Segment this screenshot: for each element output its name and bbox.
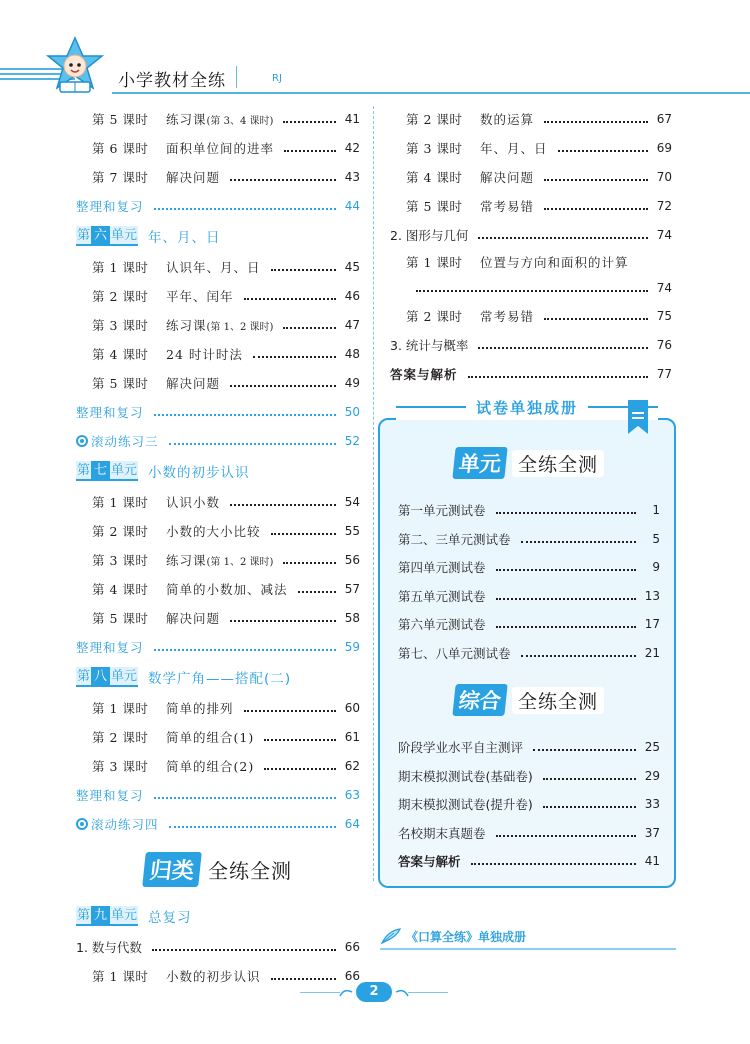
lesson-number: 第 5 课时: [406, 198, 463, 214]
dot-leader: [416, 290, 648, 292]
toc-entry: [76, 133, 360, 162]
entry-title: [390, 226, 468, 244]
unit-badge-number: 八: [91, 667, 110, 685]
entry-title: [76, 938, 142, 956]
target-icon: [76, 818, 88, 830]
exam-entry-title: 名校期末真题卷: [398, 825, 486, 841]
page-number: 2: [356, 982, 392, 1002]
dot-leader: [496, 512, 636, 514]
dot-leader: [543, 778, 636, 780]
exam-entry-title: 阶段学业水平自主测评: [398, 740, 524, 756]
entry-title-text: 练习课: [166, 552, 207, 568]
page-ref: 75: [656, 308, 672, 323]
page-ref: 61: [344, 729, 360, 744]
unit-badge-pre: 第: [77, 669, 91, 684]
lesson-number: 第 1 课时: [92, 494, 149, 510]
dot-leader: [230, 179, 336, 181]
exam-entry-title: 第二、三单元测试卷: [398, 531, 511, 547]
toc-entry: [76, 932, 360, 961]
exam-entry-title: 第一单元测试卷: [398, 503, 486, 519]
unit-badge-pre: 第: [77, 228, 91, 243]
dot-leader: [478, 237, 648, 239]
entry-title-text: 解决问题: [166, 610, 221, 626]
entry-title: [166, 699, 234, 717]
entry-title-text: 认识小数: [166, 494, 221, 510]
toc-entry: [76, 426, 360, 455]
toc-entry: [76, 574, 360, 603]
dot-leader: [521, 655, 636, 657]
lesson-number: 第 3 课时: [92, 317, 149, 333]
entry-title: [76, 197, 144, 215]
page-ref: 41: [344, 111, 360, 126]
lesson-number: 第 4 课时: [92, 346, 149, 362]
toc-entry: [76, 162, 360, 191]
dot-leader: [496, 626, 636, 628]
lesson-title: 位置与方向和面积的计算: [480, 255, 629, 270]
dot-leader: [271, 978, 336, 980]
entry-title-text: 常考易错: [480, 308, 535, 324]
page-ref: 25: [644, 740, 660, 755]
entry-title: [166, 609, 220, 627]
entry-title: [166, 110, 273, 128]
dot-leader: [154, 797, 336, 799]
entry-title: [166, 493, 220, 511]
page-ref: 56: [344, 552, 360, 567]
entry-title: [166, 967, 261, 985]
entry-title-text: 简单的组合(1): [166, 729, 255, 745]
entry-title: [166, 287, 234, 305]
unit-badge-post: 单元: [111, 908, 138, 923]
unit-title: 总复习: [148, 910, 192, 926]
entry-title-text: 答案与解析: [390, 366, 458, 382]
dot-leader: [154, 414, 336, 416]
entry-title: [166, 258, 261, 276]
entry-title: [480, 197, 534, 215]
entry-title-text: 平年、闰年: [166, 288, 234, 304]
page-ref: 45: [344, 259, 360, 274]
unit-badge-post: 单元: [111, 228, 138, 243]
lesson-number: 第 1 课时: [92, 700, 149, 716]
lesson-number: 第 1 课时: [92, 968, 149, 984]
exam-entry: [398, 639, 660, 668]
entry-title: [166, 522, 261, 540]
entry-title-text: 简单的排列: [166, 700, 234, 716]
page-ref: 63: [344, 787, 360, 802]
toc-entry: [76, 545, 360, 574]
page-ref: 70: [656, 169, 672, 184]
unit-title: 小数的初步认识: [148, 465, 250, 481]
lesson-number: 第 4 课时: [92, 581, 149, 597]
toc-entry: [76, 961, 360, 990]
entry-title: [166, 139, 274, 157]
toc-entry: [76, 310, 360, 339]
exam-entry-title: 第七、八单元测试卷: [398, 645, 511, 661]
dot-leader: [544, 179, 648, 181]
unit-badge-number: 七: [91, 461, 110, 479]
entry-title-text: 解决问题: [480, 169, 535, 185]
page-ref: 17: [644, 617, 660, 632]
page-ref: 55: [344, 523, 360, 538]
page-ref: 54: [344, 494, 360, 509]
unit-heading: [76, 900, 360, 932]
dot-leader: [544, 318, 648, 320]
page-ref: 52: [344, 433, 360, 448]
toc-entry: [76, 516, 360, 545]
entry-title: [76, 786, 144, 804]
exam-entry: [398, 790, 660, 819]
page-ref: 42: [344, 140, 360, 155]
unit-title: 数学广角——搭配(二): [148, 671, 292, 687]
lesson-number: 第 2 课时: [406, 111, 463, 127]
oral-rule: [380, 948, 676, 950]
dot-leader: [244, 710, 336, 712]
toc-entry-continued: [390, 275, 672, 301]
lesson-number: 第 3 课时: [406, 140, 463, 156]
lesson-number: 第 2 课时: [92, 729, 149, 745]
page-ref: 29: [644, 768, 660, 783]
exam-group-tag: 综合: [452, 684, 507, 716]
exam-entry: [398, 762, 660, 791]
entry-title-text: 整理和复习: [76, 404, 144, 420]
entry-title-text: 24 时计时法: [166, 346, 243, 362]
page-ref: 62: [344, 758, 360, 773]
toc-entry: [76, 632, 360, 661]
page-ref: 58: [344, 610, 360, 625]
unit-badge-pre: 第: [77, 463, 91, 478]
dot-leader: [264, 768, 336, 770]
toc-entry: [76, 397, 360, 426]
oral-note-text: 《口算全练》单独成册: [406, 929, 527, 944]
page-ref: 49: [344, 375, 360, 390]
entry-title: [166, 551, 273, 569]
entry-title: [166, 316, 273, 334]
dot-leader: [152, 949, 336, 951]
entry-title-text: 练习课: [166, 317, 207, 333]
toc-entry: [76, 487, 360, 516]
entry-title: [166, 168, 220, 186]
entry-title-note: (第 1、2 课时): [206, 556, 274, 568]
unit-badge: [76, 461, 138, 481]
exam-heading-text: 试卷单独成册: [476, 398, 579, 417]
category-banner: [76, 838, 360, 900]
unit-badge-post: 单元: [111, 463, 138, 478]
exam-entry-title: 期末模拟测试卷(提升卷): [398, 797, 533, 813]
exam-entry: [398, 553, 660, 582]
dot-leader: [284, 150, 336, 152]
exam-entry-title: 第六单元测试卷: [398, 617, 486, 633]
column-divider: [373, 106, 374, 881]
unit-badge-pre: 第: [77, 908, 91, 923]
dot-leader: [283, 121, 336, 123]
dot-leader: [298, 591, 336, 593]
page-ref: 48: [344, 346, 360, 361]
page-ref: 33: [644, 797, 660, 812]
exam-group-text: 全练全测: [512, 450, 604, 477]
exam-heading: [396, 394, 658, 420]
lesson-number: 第 5 课时: [92, 375, 149, 391]
entry-title-text: 练习课: [166, 111, 207, 127]
entry-title-text: 小数的大小比较: [166, 523, 261, 539]
page-ref: 66: [344, 939, 360, 954]
toc-entry: [390, 220, 672, 249]
lesson-number: 第 2 课时: [406, 308, 463, 324]
entry-title: [480, 139, 548, 157]
footer-swirl-left-icon: [338, 986, 354, 998]
toc-entry: [76, 339, 360, 368]
unit-heading: [76, 220, 360, 252]
page-ref: 74: [656, 227, 672, 242]
exam-entry-title: 第四单元测试卷: [398, 560, 486, 576]
toc-entry: [390, 104, 672, 133]
exam-group-banner: [398, 430, 660, 496]
toc-entry: [76, 252, 360, 281]
toc-entry: [76, 809, 360, 838]
toc-entry: [76, 780, 360, 809]
dot-leader: [253, 356, 336, 358]
category-banner-text: 全练全测: [208, 858, 292, 883]
unit-title: 年、月、日: [148, 230, 221, 246]
unit-heading: [76, 455, 360, 487]
dot-leader: [169, 443, 336, 445]
unit-badge-post: 单元: [111, 669, 138, 684]
exam-list: [398, 430, 660, 876]
entry-title: [166, 757, 254, 775]
entry-title-text: 1. 数与代数: [76, 939, 142, 955]
entry-title: [166, 374, 220, 392]
dot-leader: [544, 208, 648, 210]
dot-leader: [533, 749, 636, 751]
dot-leader: [244, 298, 336, 300]
page-ref: 43: [344, 169, 360, 184]
entry-title: [166, 580, 288, 598]
entry-title: [76, 638, 144, 656]
toc-entry: [390, 301, 672, 330]
lesson-number: 第 3 课时: [92, 552, 149, 568]
toc-entry: [390, 162, 672, 191]
entry-title: [91, 815, 159, 833]
page-ref: 44: [344, 198, 360, 213]
exam-group-text: 全练全测: [512, 687, 604, 714]
entry-title-text: 解决问题: [166, 169, 221, 185]
dot-leader: [154, 649, 336, 651]
lesson-number: 第 5 课时: [92, 111, 149, 127]
page-ref: 50: [344, 404, 360, 419]
dot-leader: [544, 121, 648, 123]
unit-heading: [76, 661, 360, 693]
entry-title-text: 3. 统计与概率: [390, 337, 469, 353]
page-ref: 57: [344, 581, 360, 596]
dot-leader: [271, 533, 336, 535]
entry-title: [480, 307, 534, 325]
unit-badge: [76, 906, 138, 926]
entry-title-text: 简单的小数加、减法: [166, 581, 288, 597]
page-ref: 13: [644, 588, 660, 603]
toc-entry: [390, 249, 672, 275]
bookmark-stripe: [632, 412, 644, 414]
exam-entry: [398, 733, 660, 762]
lesson-number: 第 6 课时: [92, 140, 149, 156]
target-icon: [76, 435, 88, 447]
dot-leader: [230, 385, 336, 387]
lesson-number: 第 5 课时: [92, 610, 149, 626]
entry-title-text: 小数的初步认识: [166, 968, 261, 984]
exam-entry-title: 期末模拟测试卷(基础卷): [398, 768, 533, 784]
brand-title: 小学教材全练: [118, 71, 226, 91]
entry-title-text: 解决问题: [166, 375, 221, 391]
toc-entry: [76, 751, 360, 780]
entry-title-note: (第 1、2 课时): [206, 321, 274, 333]
exam-group-tag: 单元: [452, 447, 507, 479]
toc-entry: [76, 603, 360, 632]
dot-leader: [496, 598, 636, 600]
toc-entry: [76, 693, 360, 722]
toc-entry: [76, 191, 360, 220]
page-ref: 46: [344, 288, 360, 303]
unit-badge-number: 六: [91, 226, 110, 244]
exam-entry: [398, 819, 660, 848]
lesson-number: 第 4 课时: [406, 169, 463, 185]
dot-leader: [471, 863, 636, 865]
page-ref: 37: [644, 825, 660, 840]
page-ref: 21: [644, 645, 660, 660]
entry-title-text: 数的运算: [480, 111, 535, 127]
header-rule: [112, 92, 750, 94]
page-ref: 5: [652, 531, 660, 546]
page-ref: 66: [344, 968, 360, 983]
entry-title: [390, 336, 468, 354]
brand-separator: [236, 66, 237, 88]
entry-title: [166, 728, 254, 746]
page-ref: 74: [656, 281, 672, 295]
lesson-number: 第 1 课时: [92, 259, 149, 275]
dot-leader: [283, 562, 336, 564]
dot-leader: [154, 208, 336, 210]
exam-group-banner: [398, 667, 660, 733]
entry-title-text: 常考易错: [480, 198, 535, 214]
page-ref: 60: [344, 700, 360, 715]
dot-leader: [478, 347, 648, 349]
entry-title-text: 面积单位间的进率: [166, 140, 275, 156]
page-ref: 77: [656, 366, 672, 381]
dot-leader: [468, 376, 648, 378]
exam-entry: [398, 847, 660, 876]
toc-right-column: [390, 104, 672, 388]
entry-title-text: 滚动练习四: [91, 816, 159, 832]
bookmark-stripe: [632, 417, 644, 419]
exam-entry-title: 第五单元测试卷: [398, 588, 486, 604]
toc-entry: [76, 281, 360, 310]
entry-title-text: 整理和复习: [76, 639, 144, 655]
toc-entry: [390, 359, 672, 388]
toc-entry: [390, 133, 672, 162]
dot-leader: [496, 835, 636, 837]
lesson-number: 第 2 课时: [92, 288, 149, 304]
exam-entry-title: 答案与解析: [398, 854, 461, 870]
page-ref: 76: [656, 337, 672, 352]
page-ref: 41: [644, 854, 660, 869]
entry-title-note: (第 3、4 课时): [206, 115, 274, 127]
unit-badge: [76, 667, 138, 687]
entry-title: [390, 365, 458, 383]
feather-pen-icon: [380, 927, 402, 945]
dot-leader: [230, 504, 336, 506]
entry-title: [76, 403, 144, 421]
entry-title-text: 整理和复习: [76, 198, 144, 214]
entry-title: [480, 168, 534, 186]
toc-entry: [390, 191, 672, 220]
dot-leader: [271, 269, 336, 271]
star-mascot-icon: [40, 36, 110, 98]
dot-leader: [230, 620, 336, 622]
toc-left-column: [76, 104, 360, 990]
toc-entry: [76, 368, 360, 397]
oral-note: [380, 927, 526, 945]
entry-title: [91, 432, 159, 450]
toc-entry: [76, 104, 360, 133]
lesson-number: 第 7 课时: [92, 169, 149, 185]
footer-line-left: [300, 992, 340, 993]
category-banner-tag: 归类: [142, 852, 202, 887]
edition-tag: RJ: [272, 73, 282, 84]
entry-title-text: 整理和复习: [76, 787, 144, 803]
page-ref: 69: [656, 140, 672, 155]
lesson-number: 第 3 课时: [92, 758, 149, 774]
page-ref: 59: [344, 639, 360, 654]
entry-title-text: 简单的组合(2): [166, 758, 255, 774]
entry-title-text: 2. 图形与几何: [390, 227, 469, 243]
exam-entry: [398, 582, 660, 611]
page-ref: 64: [344, 816, 360, 831]
dot-leader: [521, 541, 636, 543]
dot-leader: [496, 569, 636, 571]
toc-entry: [76, 722, 360, 751]
page-ref: 47: [344, 317, 360, 332]
dot-leader: [543, 806, 636, 808]
exam-entry: [398, 496, 660, 525]
entry-title-text: 认识年、月、日: [166, 259, 261, 275]
page-ref: 67: [656, 111, 672, 126]
entry-title: [480, 110, 534, 128]
dot-leader: [264, 739, 336, 741]
exam-entry: [398, 610, 660, 639]
page-ref: 1: [652, 503, 660, 518]
page-ref: 72: [656, 198, 672, 213]
exam-entry: [398, 525, 660, 554]
lesson-number: 第 2 课时: [92, 523, 149, 539]
unit-badge-number: 九: [91, 906, 110, 924]
entry-title-text: 滚动练习三: [91, 433, 159, 449]
toc-entry: [390, 330, 672, 359]
unit-badge: [76, 226, 138, 246]
lesson-number: 第 1 课时: [406, 255, 463, 270]
entry-title-text: 年、月、日: [480, 140, 548, 156]
dot-leader: [169, 826, 336, 828]
page-ref: 9: [652, 560, 660, 575]
dot-leader: [558, 150, 648, 152]
dot-leader: [283, 327, 336, 329]
entry-title: [166, 345, 243, 363]
footer-line-right: [408, 992, 448, 993]
